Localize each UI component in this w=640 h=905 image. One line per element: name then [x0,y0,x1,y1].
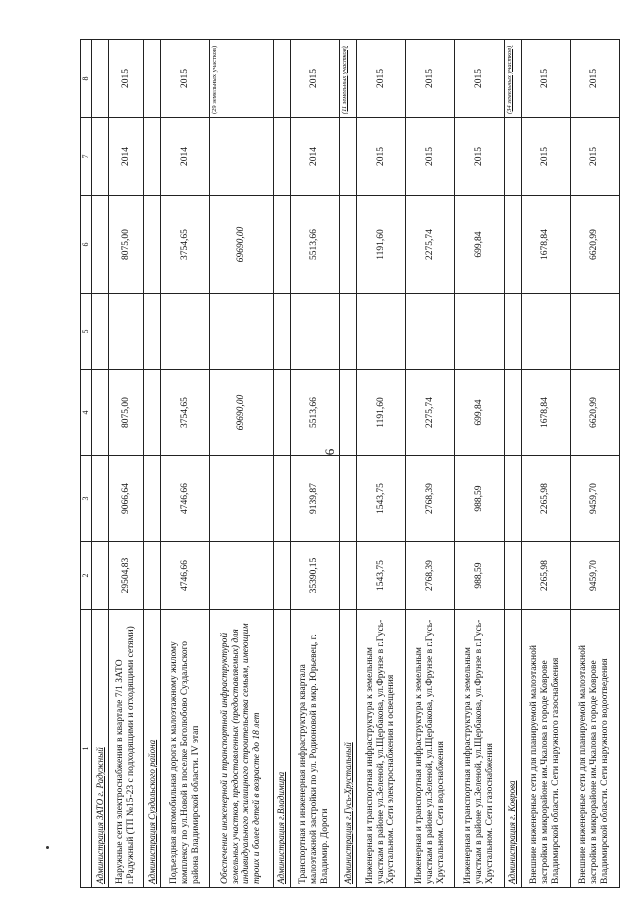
cell-col6: 2275,74 [406,196,455,294]
cell-col6: 5513,66 [290,196,339,294]
cell-col6: 69690,00 [210,196,273,294]
section-row [273,40,290,888]
column-header: 2 [81,542,92,610]
cell-col3: 1543,75 [356,456,405,542]
cell-col4: 69690,00 [210,370,273,456]
scan-dot [46,846,49,849]
cell-col4: 6620,99 [570,370,619,456]
header-row [81,40,92,888]
table-row [406,40,455,888]
cell-col5 [455,294,504,370]
cell-col2: 35390,15 [290,542,339,610]
cell-col7: 2014 [160,118,209,196]
program-table [80,39,620,888]
section-row [504,40,521,888]
cell-col5 [406,294,455,370]
cell-col2: 1543,75 [356,542,405,610]
cell-col5 [356,294,405,370]
cell-col6: 6620,99 [570,196,619,294]
cell-col3: 2265,98 [521,456,570,542]
section-row [339,40,356,888]
section-title: Администрация г.Владимира [273,610,290,888]
column-header: 8 [81,40,92,118]
column-header: 5 [81,294,92,370]
column-header: 1 [81,610,92,888]
cell-col8: 2015 [160,40,209,118]
cell-col5 [109,294,144,370]
cell-col8 [210,40,273,118]
object-name: Подъездная автомобильная дорога к малоэтажному жилому комплексу по ул.Новой в поселке Боголюбово Суздальского района Владимирской области. IV этап [160,610,209,888]
cell-col5 [160,294,209,370]
section-title: Администрация ЗАТО г. Радужный [92,610,109,888]
object-name: Внешние инженерные сети для планируемой малоэтажной застройки в микрорайоне им.Чкалова в городе Коврове Владимирской области. Сети наружного газоснабжения [521,610,570,888]
column-header: 6 [81,196,92,294]
section-row [143,40,160,888]
cell-col7: 2015 [406,118,455,196]
table-row [210,40,273,888]
object-name: Инженерная и транспортная инфраструктура к земельным участкам в районе ул.Зеленой, ул.Щербакова, ул.Фрунзе в г.Гусь-Хрустальном. Сети водоснабжения [406,610,455,888]
cell-col4: 1191,60 [356,370,405,456]
cell-col7: 2015 [455,118,504,196]
cell-col7: 2015 [570,118,619,196]
cell-col4: 5513,66 [290,370,339,456]
cell-col6: 1678,84 [521,196,570,294]
cell-col3 [210,456,273,542]
object-name: Инженерная и транспортная инфраструктура к земельным участкам в районе ул.Зеленой, ул.Щербакова, ул.Фрунзе в г.Гусь-Хрустальном. Сети электроснабжения и освещения [356,610,405,888]
document-sheet [80,40,620,888]
section-title: Администрация Суздальского района [143,610,160,888]
section-title: Администрация г. Коврова [504,610,521,888]
cell-col8: 2015 [521,40,570,118]
object-name: Транспортная и инженерная инфраструктура квартала малоэтажной застройки по ул. Родионовой в мкр. Юрьевец, г. Владимир. Дороги [290,610,339,888]
cell-col5 [210,294,273,370]
cell-col3: 2768,39 [406,456,455,542]
cell-col3: 988,59 [455,456,504,542]
table-row [356,40,405,888]
cell-col6: 1191,60 [356,196,405,294]
cell-col8: 2015 [356,40,405,118]
plots-note: (29 земельных участков) [211,45,219,114]
page-number: 6 [322,448,337,456]
cell-col8: 2015 [290,40,339,118]
plots-note: (34 земельных участков) [505,45,513,114]
object-name: Внешние инженерные сети для планируемой малоэтажной застройки в микрорайоне им.Чкалова в городе Коврове Владимирской области. Сети наружного водоотведения [570,610,619,888]
cell-col6: 8075,00 [109,196,144,294]
cell-col4: 8075,00 [109,370,144,456]
cell-col7 [210,118,273,196]
cell-col7: 2014 [290,118,339,196]
cell-col3: 9459,70 [570,456,619,542]
table-row [109,40,144,888]
table-row [570,40,619,888]
cell-col6: 3754,65 [160,196,209,294]
cell-col3: 9066,64 [109,456,144,542]
cell-col2: 2265,98 [521,542,570,610]
cell-col4: 2275,74 [406,370,455,456]
cell-col3: 9139,87 [290,456,339,542]
cell-col8 [339,40,356,118]
cell-col7: 2015 [356,118,405,196]
cell-col2: 2768,39 [406,542,455,610]
section-title: Администрация г.Гусь-Хрустальный [339,610,356,888]
object-name: Наружные сети электроснабжения в квартале 7/1 ЗАТО г.Радужный (ТП №15-23 с подходящими и отходящими сетями) [109,610,144,888]
section-row [92,40,109,888]
cell-col2: 4746,66 [160,542,209,610]
plots-note: (11 земельных участков) [340,46,348,114]
cell-col8 [504,40,521,118]
cell-col2: 988,59 [455,542,504,610]
rotated-table-wrapper [80,40,620,888]
cell-col3: 4746,66 [160,456,209,542]
cell-col4: 699,84 [455,370,504,456]
table-row [521,40,570,888]
column-header: 4 [81,370,92,456]
table-row [290,40,339,888]
cell-col2: 9459,70 [570,542,619,610]
cell-col8: 2015 [406,40,455,118]
object-name: Инженерная и транспортная инфраструктура к земельным участкам в районе ул.Зеленой, ул.Щербакова, ул.Фрунзе в г.Гусь-Хрустальном. Сети газоснабжения [455,610,504,888]
cell-col7: 2015 [521,118,570,196]
cell-col4: 1678,84 [521,370,570,456]
cell-col8: 2015 [109,40,144,118]
object-name: Обеспечение инженерной и транспортной инфраструктурой земельных участков, предоставленных (предоставляемых) для индивидуального жилищного строительства семьям, имеющим троих и более детей в возрасте до 18 лет [210,610,273,888]
cell-col6: 699,84 [455,196,504,294]
column-header: 3 [81,456,92,542]
cell-col8: 2015 [455,40,504,118]
cell-col5 [570,294,619,370]
cell-col5 [521,294,570,370]
cell-col5 [290,294,339,370]
cell-col8: 2015 [570,40,619,118]
column-header: 7 [81,118,92,196]
table-row [160,40,209,888]
table-row [455,40,504,888]
cell-col7: 2014 [109,118,144,196]
cell-col4: 3754,65 [160,370,209,456]
cell-col2: 29504,83 [109,542,144,610]
cell-col2 [210,542,273,610]
